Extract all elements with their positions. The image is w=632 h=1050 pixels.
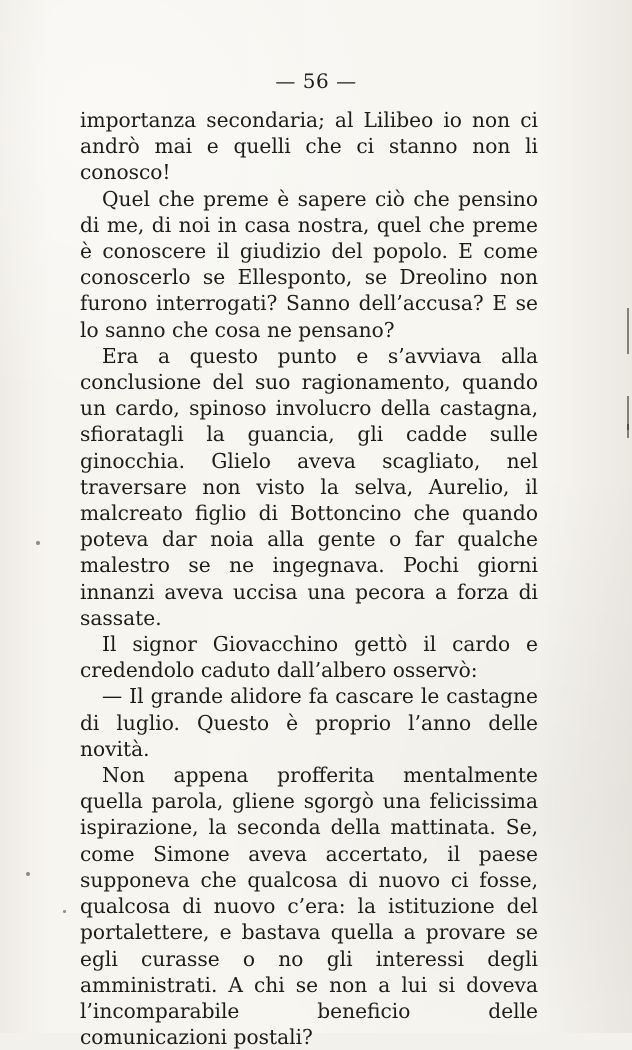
paragraph-2: Quel che preme è sapere ciò che pensino di me, di noi in casa nostra, quel che preme è conoscere il giudizio del popolo. E come conoscerlo se Ellesponto, se Dreolino non furono interrogati? Sanno dell’accusa? E se lo sanno che cosa ne pensano?	[80, 186, 538, 342]
paragraph-6: Non appena profferita mentalmente quella parola, gliene sgorgò una felicissima ispirazione, la seconda della mattinata. Se, come Simone aveva accertato, il paese supponeva che qualcosa di nuovo ci fosse, qualcosa di nuovo c’era: la istituzione del portalettere, e bastava quella a provare se egli curasse o no gli interessi degli amministrati. A chi se non a lui si doveva l’incomparabile beneficio delle comunicazioni postali?	[80, 763, 538, 1050]
paragraph-5: — Il grande alidore fa cascare le castagne di luglio. Questo è proprio l’anno delle novità.	[80, 684, 538, 761]
paper-speck	[36, 541, 40, 545]
paper-speck	[26, 872, 30, 876]
paragraph-3: Era a questo punto e s’avviava alla conclusione del suo ragionamento, quando un cardo, spinoso involucro della castagna, sfioratagli la guancia, gli cadde sulle ginocchia. Glielo aveva scagliato, nel traversare non visto la selva, Aurelio, il malcreato figlio di Bottoncino che quando poteva dar noia alla gente o far qualche malestro se ne ingegnava. Pochi giorni innanzi aveva uccisa una pecora a forza di sassate.	[80, 343, 538, 630]
paragraph-1: importanza secondaria; al Lilibeo io non ci andrò mai e quelli che ci stanno non li conosco!	[80, 108, 538, 185]
body-text	[80, 107, 538, 1050]
paragraph-4: Il signor Giovacchino gettò il cardo e credendolo caduto dall’albero osservò:	[80, 632, 538, 683]
page-edge-mark	[627, 424, 629, 438]
page-edge-mark	[627, 308, 629, 354]
paper-speck	[63, 910, 66, 913]
page-number: — 56 —	[275, 69, 357, 93]
